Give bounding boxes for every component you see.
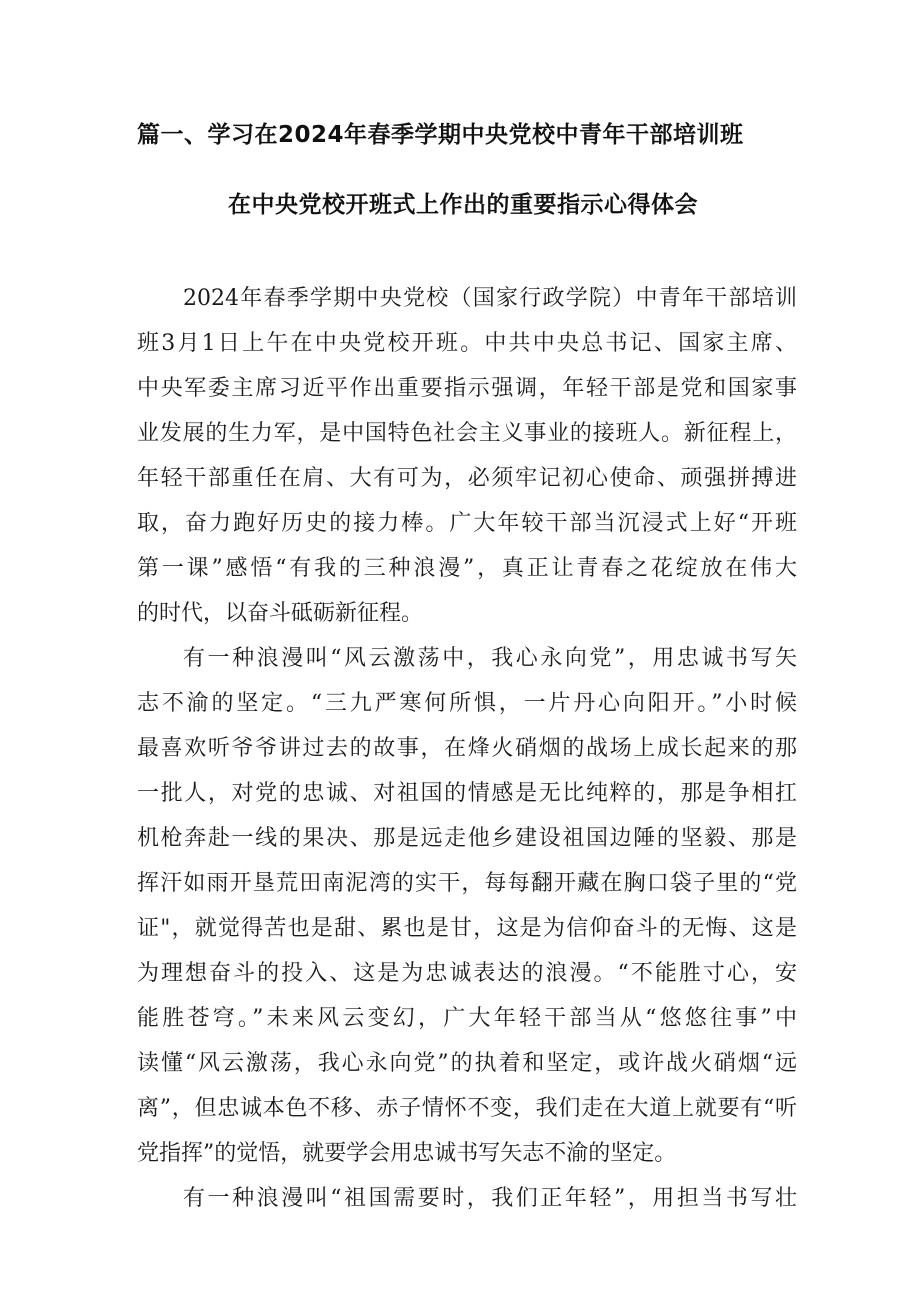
document-title-line-2: 在中央党校开班式上作出的重要指示心得体会 [228, 192, 698, 218]
paragraph-line: 2024年春季学期中央党校（国家行政学院）中青年干部培训 [183, 286, 797, 311]
paragraph-line: 年轻干部重任在肩、大有可为，必须牢记初心使命、顽强拼搏进 [137, 466, 797, 491]
paragraph-line: 证"，就觉得苦也是甜、累也是甘，这是为信仰奋斗的无悔、这是 [137, 916, 797, 941]
paragraph-line: 班3月1日上午在中央党校开班。中共中央总书记、国家主席、 [137, 331, 797, 356]
paragraph-line: 为理想奋斗的投入、这是为忠诚表达的浪漫。“不能胜寸心，安 [137, 961, 797, 986]
document-title-line-1: 篇一、学习在2024年春季学期中央党校中青年干部培训班 [137, 122, 744, 148]
paragraph-line: 离”，但忠诚本色不移、赤子情怀不变，我们走在大道上就要有“听 [137, 1096, 797, 1121]
paragraph-line: 读懂“风云激荡，我心永向党”的执着和坚定，或许战火硝烟“远 [137, 1051, 797, 1076]
paragraph-line: 能胜苍穹。”未来风云变幻，广大年轻干部当从“悠悠往事”中 [137, 1006, 797, 1031]
paragraph-line: 的时代，以奋斗砥砺新征程。 [137, 601, 424, 626]
paragraph-line: 最喜欢听爷爷讲过去的故事，在烽火硝烟的战场上成长起来的那 [137, 736, 797, 761]
paragraph-line: 机枪奔赴一线的果决、那是远走他乡建设祖国边陲的坚毅、那是 [137, 826, 797, 851]
paragraph-line: 一批人，对党的忠诚、对祖国的情感是无比纯粹的，那是争相扛 [137, 781, 797, 806]
paragraph-line: 第一课”感悟“有我的三种浪漫”，真正让青春之花绽放在伟大 [137, 556, 797, 581]
paragraph-line: 挥汗如雨开垦荒田南泥湾的实干，每每翻开藏在胸口袋子里的“党 [137, 871, 797, 896]
paragraph-line: 取，奋力跑好历史的接力棒。广大年较干部当沉浸式上好“开班 [137, 511, 797, 536]
paragraph-line: 志不渝的坚定。“三九严寒何所惧，一片丹心向阳开。”小时候 [137, 691, 797, 716]
paragraph-line: 党指挥”的觉悟，就要学会用忠诚书写矢志不渝的坚定。 [137, 1141, 677, 1166]
paragraph-line: 有一种浪漫叫“祖国需要时，我们正年轻”，用担当书写壮 [183, 1186, 797, 1211]
paragraph-line: 中央军委主席习近平作出重要指示强调，年轻干部是党和国家事 [137, 376, 797, 401]
paragraph-line: 有一种浪漫叫“风云激荡中，我心永向党”，用忠诚书写矢 [183, 646, 797, 671]
paragraph-line: 业发展的生力军，是中国特色社会主义事业的接班人。新征程上， [137, 421, 797, 446]
